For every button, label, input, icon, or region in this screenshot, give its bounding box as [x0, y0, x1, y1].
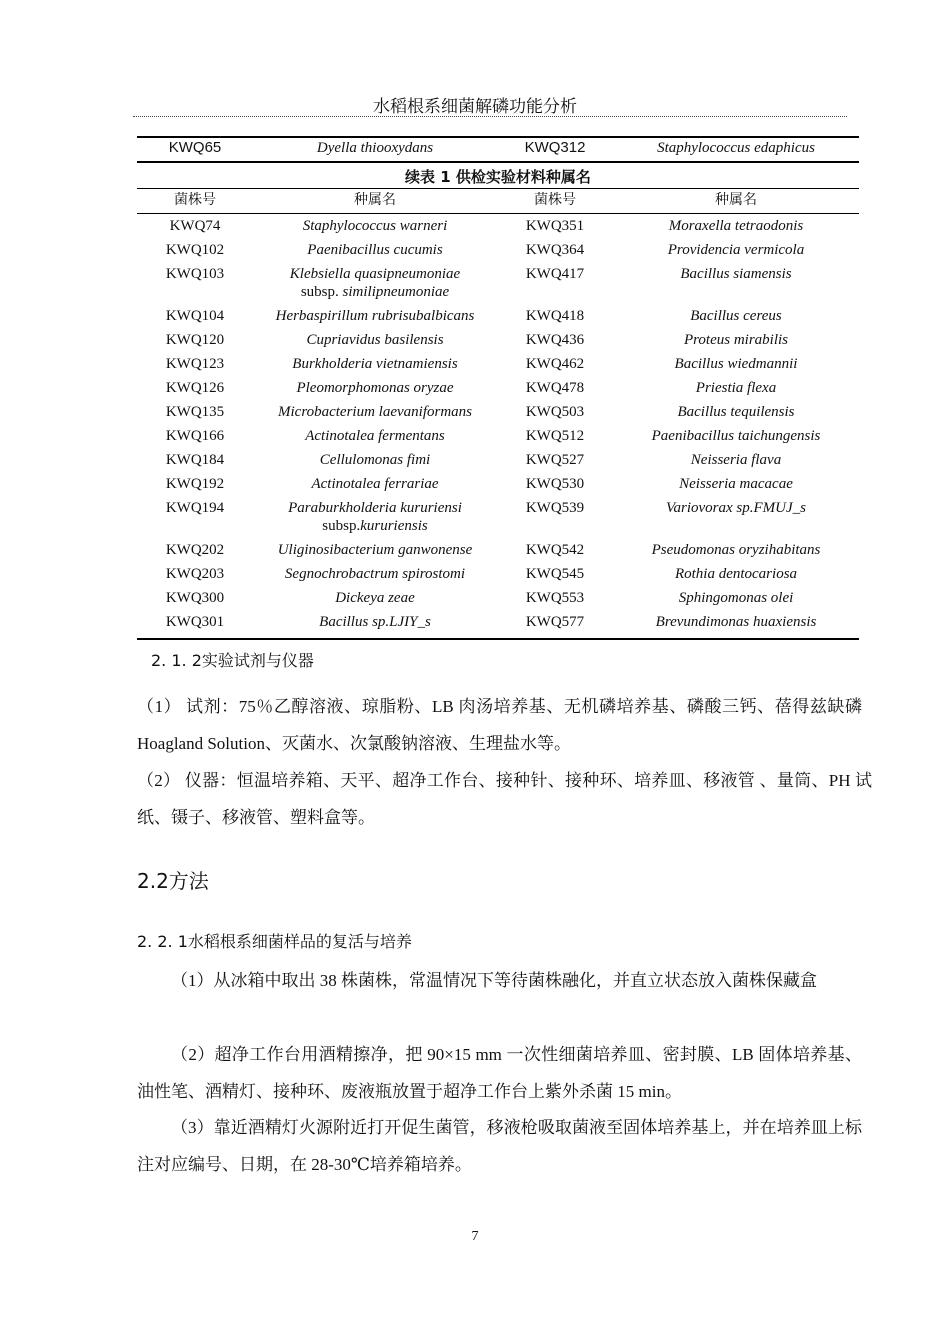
- strain-id: KWQ103: [165, 266, 225, 282]
- table-row: [137, 448, 859, 472]
- strain-id: KWQ301: [165, 614, 225, 630]
- species-name: Bacillus cereus: [690, 308, 782, 324]
- table-row: [137, 352, 859, 376]
- species-name: Bacillus tequilensis: [677, 404, 795, 420]
- species-table: [137, 188, 859, 640]
- table-continuation-row: [137, 136, 859, 163]
- species-name: Bacillus sp.LJIY_s: [319, 614, 431, 630]
- table-row: [137, 376, 859, 400]
- strain-id: KWQ120: [165, 332, 225, 348]
- strain-id: KWQ126: [165, 380, 225, 396]
- table-row: [137, 562, 859, 586]
- strain-id: KWQ300: [165, 590, 225, 606]
- table-row: [137, 137, 859, 162]
- strain-id: KWQ418: [525, 308, 585, 324]
- species-name: Pseudomonas oryzihabitans: [651, 542, 821, 558]
- subspecies-prefix: subsp.: [300, 284, 343, 300]
- species-name: Bacillus siamensis: [680, 266, 792, 282]
- species-name: Bacillus wiedmannii: [674, 356, 798, 372]
- col-header-strain-id: 菌株号: [137, 189, 253, 214]
- subspecies-name: kururiensis: [360, 518, 428, 534]
- strain-id: KWQ123: [165, 356, 225, 372]
- table-header-row: [137, 189, 859, 214]
- table-row: [137, 400, 859, 424]
- subspecies-name: similipneumoniae: [342, 284, 450, 300]
- table-row: [137, 586, 859, 610]
- species-name: Providencia vermicola: [667, 242, 805, 258]
- strain-id: KWQ203: [165, 566, 225, 582]
- species-name: Rothia dentocariosa: [674, 566, 798, 582]
- page-number: 7: [471, 1229, 479, 1244]
- paragraph-step-2: （2）超净工作台用酒精擦净，把 90×15 mm 一次性细菌培养皿、密封膜、LB 固体培养基、油性笔、酒精灯、接种环、废液瓶放置于超净工作台上紫外杀菌 15 min。: [137, 1045, 862, 1101]
- species-name: Brevundimonas huaxiensis: [655, 614, 817, 630]
- species-name: Moraxella tetraodonis: [668, 218, 804, 234]
- species-name: Variovorax sp.FMUJ_s: [666, 500, 806, 516]
- table-row: [137, 496, 859, 538]
- strain-id: KWQ192: [165, 476, 225, 492]
- strain-id: KWQ436: [525, 332, 585, 348]
- table-caption: 续表 1 供检实验材料种属名: [405, 168, 591, 186]
- table-row: [137, 304, 859, 328]
- paragraph-reagents: （1） 试剂：75％乙醇溶液、琼脂粉、LB 肉汤培养基、无机磷培养基、磷酸三钙、蓓得兹缺磷 Hoagland Solution、灭菌水、次氯酸钠溶液、生理盐水等。: [137, 697, 862, 753]
- col-header-species: 种属名: [613, 189, 859, 214]
- species-name: Actinotalea fermentans: [305, 428, 445, 444]
- species-name: Segnochrobactrum spirostomi: [284, 566, 466, 582]
- species-name: Staphylococcus edaphicus: [657, 140, 815, 156]
- species-name: Microbacterium laevaniformans: [278, 404, 472, 420]
- section-heading-2-2-1: 2. 2. 1水稻根系细菌样品的复活与培养: [137, 932, 412, 951]
- species-name: Proteus mirabilis: [683, 332, 789, 348]
- table-row: [137, 424, 859, 448]
- species-name: Cupriavidus basilensis: [306, 332, 444, 348]
- strain-id: KWQ530: [525, 476, 585, 492]
- table-row: [137, 472, 859, 496]
- running-header: 水稻根系细菌解磷功能分析: [373, 97, 577, 116]
- strain-id: KWQ351: [525, 218, 585, 234]
- strain-id: KWQ512: [525, 428, 585, 444]
- strain-id: KWQ527: [525, 452, 585, 468]
- species-name: Staphylococcus warneri: [302, 218, 448, 234]
- species-name: Klebsiella quasipneumoniae: [289, 266, 461, 282]
- col-header-species: 种属名: [253, 189, 497, 214]
- section-heading-2-1-2: 2. 1. 2实验试剂与仪器: [151, 651, 314, 670]
- strain-id: KWQ166: [165, 428, 225, 444]
- species-name: Pleomorphomonas oryzae: [296, 380, 454, 396]
- species-name: Herbaspirillum rubrisubalbicans: [275, 308, 475, 324]
- paragraph-step-3: （3）靠近酒精灯火源附近打开促生菌管，移液枪吸取菌液至固体培养基上，并在培养皿上标注对应编号、日期，在 28-30℃培养箱培养。: [137, 1118, 862, 1174]
- strain-id: KWQ65: [168, 139, 222, 156]
- species-name: Actinotalea ferrariae: [311, 476, 439, 492]
- strain-id: KWQ478: [525, 380, 585, 396]
- section-heading-2-2: 2.2方法: [137, 869, 209, 893]
- strain-id: KWQ503: [525, 404, 585, 420]
- species-name: Neisseria flava: [690, 452, 782, 468]
- species-name: Burkholderia vietnamiensis: [292, 356, 458, 372]
- strain-id: KWQ539: [525, 500, 585, 516]
- species-name: Neisseria macacae: [679, 476, 793, 492]
- strain-id: KWQ74: [169, 218, 221, 234]
- species-name: Priestia flexa: [695, 380, 777, 396]
- strain-id: KWQ194: [165, 500, 225, 516]
- table-row: [137, 262, 859, 304]
- table-row: [137, 328, 859, 352]
- paragraph-step-1: （1）从冰箱中取出 38 株菌株，常温情况下等待菌株融化，并直立状态放入菌株保藏盒: [171, 971, 817, 990]
- strain-id: KWQ417: [525, 266, 585, 282]
- strain-id: KWQ553: [525, 590, 585, 606]
- species-name: Sphingomonas olei: [678, 590, 794, 606]
- strain-id: KWQ184: [165, 452, 225, 468]
- species-name: Dyella thiooxydans: [316, 140, 434, 156]
- strain-id: KWQ135: [165, 404, 225, 420]
- species-name: Cellulomonas fimi: [319, 452, 431, 468]
- strain-id: KWQ462: [525, 356, 585, 372]
- subspecies-prefix: subsp.: [322, 518, 361, 534]
- paragraph-instruments: （2） 仪器：恒温培养箱、天平、超净工作台、接种针、接种环、培养皿、移液管 、量筒、PH 试纸、镊子、移液管、塑料盒等。: [137, 771, 872, 827]
- strain-id: KWQ364: [525, 242, 585, 258]
- species-name: Paraburkholderia kururiensi: [288, 500, 462, 516]
- table-row: [137, 538, 859, 562]
- table-row: [137, 238, 859, 262]
- strain-id: KWQ577: [525, 614, 585, 630]
- species-name: Paenibacillus taichungensis: [651, 428, 821, 444]
- species-name: Uliginosibacterium ganwonense: [277, 542, 473, 558]
- strain-id: KWQ545: [525, 566, 585, 582]
- table-row: [137, 610, 859, 639]
- table-row: [137, 214, 859, 239]
- header-rule: [133, 116, 847, 117]
- strain-id: KWQ202: [165, 542, 225, 558]
- species-name: Dickeya zeae: [335, 590, 415, 606]
- strain-id: KWQ312: [524, 139, 586, 156]
- strain-id: KWQ102: [165, 242, 225, 258]
- species-name: Paenibacillus cucumis: [307, 242, 443, 258]
- strain-id: KWQ104: [165, 308, 225, 324]
- col-header-strain-id: 菌株号: [497, 189, 613, 214]
- strain-id: KWQ542: [525, 542, 585, 558]
